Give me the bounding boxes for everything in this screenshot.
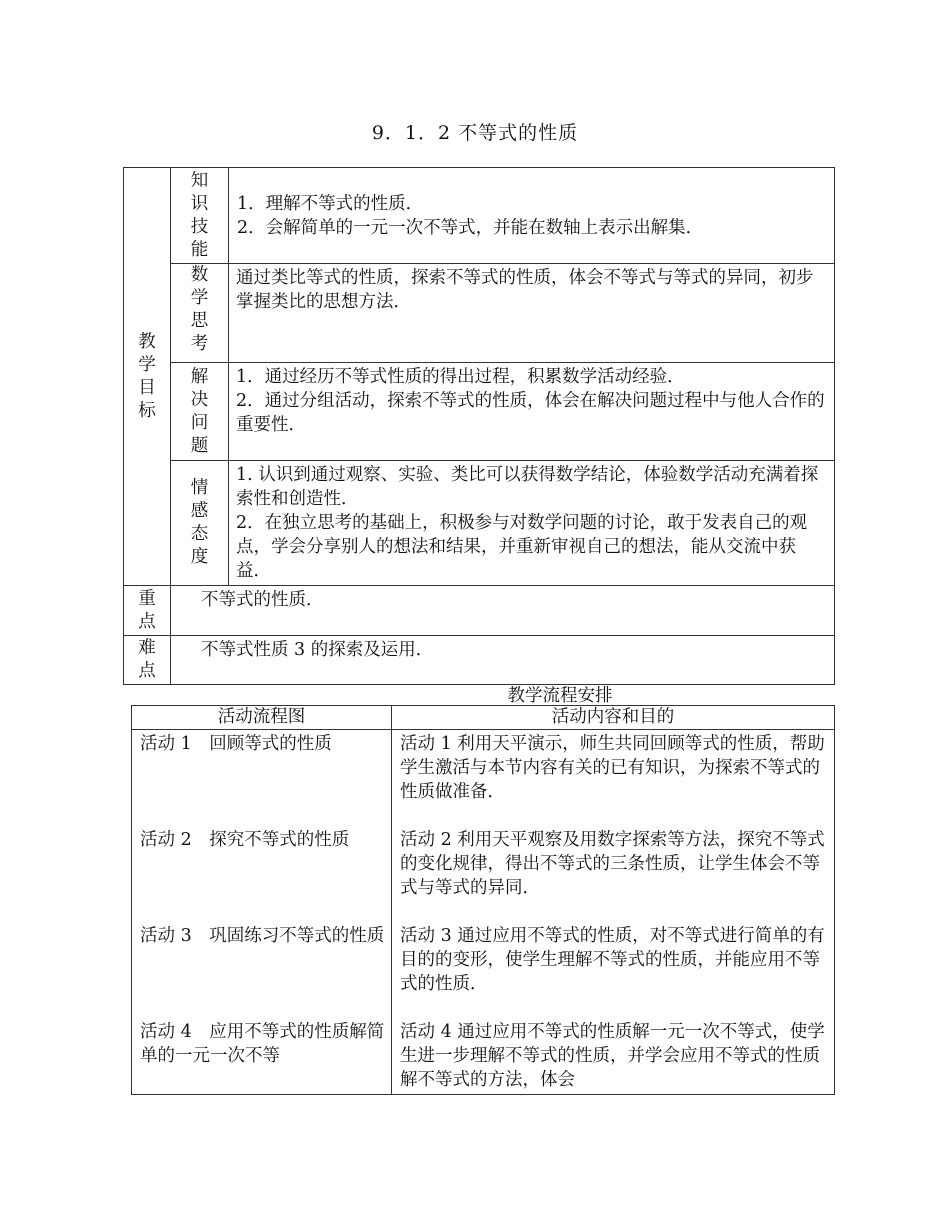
- activity-1-name: 活动 1 回顾等式的性质: [140, 734, 332, 754]
- goal-row-problem-solving: [124, 363, 835, 461]
- activity-2-desc: 活动 2 利用天平观察及用数字探索等方法，探究不等式的变化规律，得出不等式的三条性质，让学生体会不等式与等式的异同．: [400, 830, 825, 898]
- flow-body-row: [132, 730, 835, 1095]
- flow-header-col1: 活动流程图: [132, 706, 392, 730]
- goal-content-math-thinking: 通过类比等式的性质，探索不等式的性质，体会不等式与等式的异同，初步掌握类比的思想方法．: [229, 264, 835, 363]
- goal-content-emotion-attitude: 1. 认识到通过观察、实验、类比可以获得数学结论，体验数学活动充满着探索性和创造性． 2．在独立思考的基础上，积极参与对数学问题的讨论，敢于发表自己的观点，学会分享别人的想法和结果，并重新审视自己的想法，能从交流中获益．: [229, 461, 835, 586]
- goals-main-label: 教 学 目 标: [124, 168, 171, 586]
- key-point-row: [124, 586, 835, 636]
- difficulty-content: 不等式性质 3 的探索及运用．: [171, 636, 835, 685]
- goal-content-knowledge: 1．理解不等式的性质． 2．会解简单的一元一次不等式，并能在数轴上表示出解集．: [229, 168, 835, 264]
- goal-label-knowledge: 知 识 技 能: [171, 168, 229, 264]
- flow-title: 教学流程安排: [507, 686, 613, 706]
- teaching-flow-table: [131, 705, 835, 1095]
- goal-label-emotion-attitude: 情 感 态 度: [171, 461, 229, 586]
- activity-2-name: 活动 2 探究不等式的性质: [140, 830, 350, 850]
- activity-4-desc: 活动 4 通过应用不等式的性质解一元一次不等式，使学生进一步理解不等式的性质，并学会应用不等式的性质解不等式的方法，体会: [400, 1022, 825, 1090]
- key-point-content: 不等式的性质．: [171, 586, 835, 636]
- flow-activity-list: [132, 730, 392, 1095]
- key-point-label: 重 点: [124, 586, 171, 636]
- difficulty-row: [124, 636, 835, 685]
- activity-1-desc: 活动 1 利用天平演示，师生共同回顾等式的性质，帮助学生激活与本节内容有关的已有知识，为探索不等式的性质做准备．: [400, 734, 825, 802]
- goal-label-problem-solving: 解 决 问 题: [171, 363, 229, 461]
- difficulty-label: 难 点: [124, 636, 171, 685]
- flow-activity-descriptions: [392, 730, 835, 1095]
- goal-row-emotion-attitude: [124, 461, 835, 586]
- teaching-goals-table: [123, 167, 835, 685]
- activity-4-name: 活动 4 应用不等式的性质解简单的一元一次不等: [140, 1022, 385, 1066]
- activity-3-name: 活动 3 巩固练习不等式的性质: [140, 926, 385, 946]
- goal-content-problem-solving: 1．通过经历不等式性质的得出过程，积累数学活动经验． 2．通过分组活动，探索不等式的性质，体会在解决问题过程中与他人合作的重要性．: [229, 363, 835, 461]
- goal-row-knowledge: [124, 168, 835, 264]
- goal-row-math-thinking: [124, 264, 835, 363]
- flow-header-col2: 活动内容和目的: [392, 706, 835, 730]
- activity-3-desc: 活动 3 通过应用不等式的性质，对不等式进行简单的有目的的变形，使学生理解不等式的性质，并能应用不等式的性质．: [400, 926, 825, 994]
- page-title: 9．1．2 不等式的性质: [371, 122, 579, 144]
- goal-label-math-thinking: 数 学 思 考: [171, 264, 229, 363]
- flow-header-row: [132, 706, 835, 730]
